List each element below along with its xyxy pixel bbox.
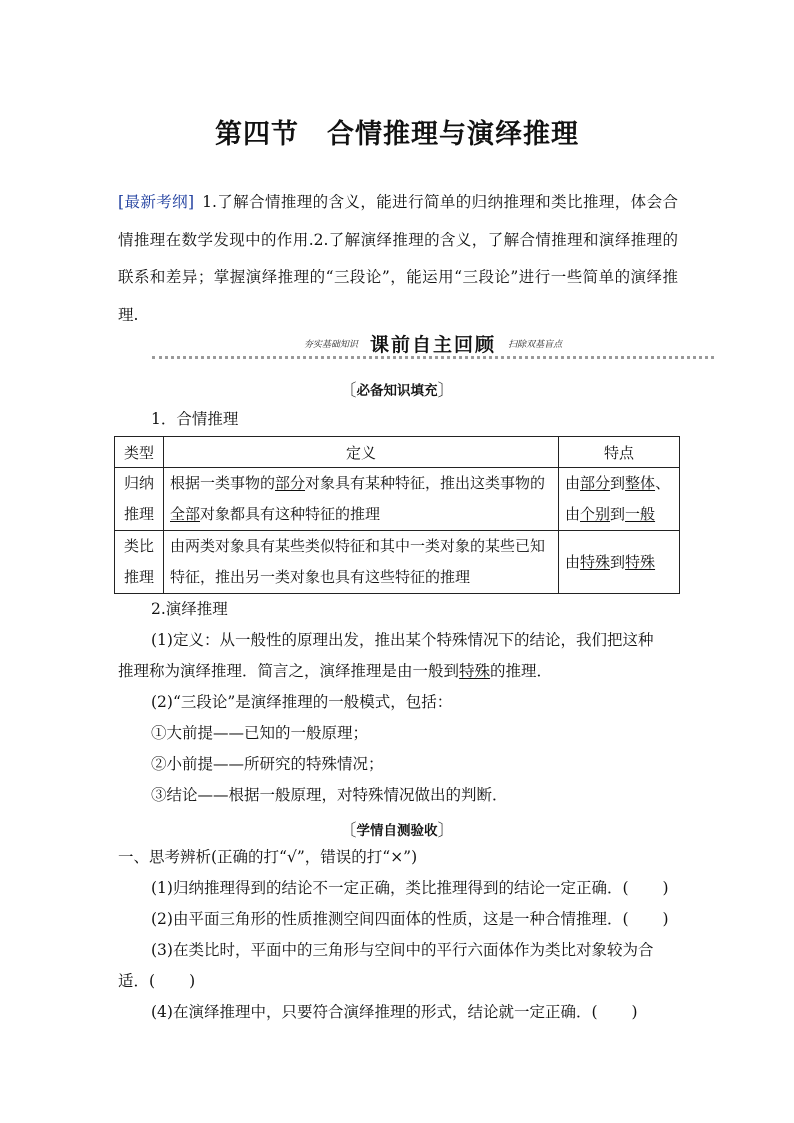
table-type-cell: 类比 推理 (115, 531, 164, 594)
yanyi-definition-line1: (1)定义：从一般性的原理出发，推出某个特殊情况下的结论，我们把这种 (151, 631, 654, 649)
page-title-topic: 合情推理与演绎推理 (327, 119, 579, 150)
heading-hequ: 1．合情推理 (151, 410, 239, 428)
syllabus-paragraph (118, 184, 678, 334)
quiz-item: (4)在演绎推理中，只要符合演绎推理的形式，结论就一定正确．( ) (151, 1003, 638, 1021)
table-type-cell: 归纳 推理 (115, 468, 164, 531)
yanyi-minor-premise: ②小前提——所研究的特殊情况； (151, 755, 384, 773)
yanyi-conclusion: ③结论——根据一般原理，对特殊情况做出的判断． (151, 786, 508, 804)
syllabus-text: 1.了解合情推理的含义，能进行简单的归纳推理和类比推理，体会合情推理在数学发现中的作用.2.了解演绎推理的含义，了解合情推理和演绎推理的联系和差异；掌握演绎推理的“三段论”，能运用“三段论”进行一些简单的演绎推理. (118, 193, 678, 324)
table-feature-cell: 由特殊到特殊 (559, 531, 680, 594)
banner-left-text: 夯实基础知识 (303, 340, 358, 350)
table-header-cell: 类型 (115, 437, 164, 468)
heading-yanyi: 2.演绎推理 (151, 600, 228, 618)
table-row (115, 531, 680, 594)
section-header-selftest: 〔学情自测验收〕 (339, 821, 455, 841)
yanyi-definition-line2: 推理称为演绎推理．简言之，演绎推理是由一般到特殊的推理． (118, 662, 553, 680)
banner-title: 课前自主回顾 (369, 334, 496, 356)
banner-right-text: 扫除双基盲点 (508, 340, 563, 350)
syllabus-tag: [最新考纲] (118, 193, 195, 211)
quiz-item: (1)归纳推理得到的结论不一定正确，类比推理得到的结论一定正确．( ) (151, 879, 669, 897)
quiz-heading: 一、思考辨析(正确的打“√”，错误的打“×”) (118, 848, 418, 866)
section-banner (152, 330, 714, 359)
table-header-cell: 定义 (164, 437, 559, 468)
table-definition-cell: 由两类对象具有某些类似特征和其中一类对象的某些已知特征，推出另一类对象也具有这些特征的推理 (164, 531, 559, 594)
reasoning-table (114, 436, 680, 594)
section-header-knowledge: 〔必备知识填充〕 (339, 381, 455, 401)
table-header-cell: 特点 (559, 437, 680, 468)
yanyi-syllogism-intro: (2)“三段论”是演绎推理的一般模式，包括： (151, 693, 453, 711)
quiz-item: (2)由平面三角形的性质推测空间四面体的性质，这是一种合情推理．( ) (151, 910, 669, 928)
quiz-item: (3)在类比时，平面中的三角形与空间中的平行六面体作为类比对象较为合 (151, 941, 654, 959)
section-header-label: 学情自测验收 (356, 823, 438, 839)
page-title (0, 112, 794, 151)
table-feature-cell: 由部分到整体、由个别到一般 (559, 468, 680, 531)
quiz-item-continued: 适．( ) (118, 972, 196, 990)
table-definition-cell: 根据一类事物的部分对象具有某种特征，推出这类事物的全部对象都具有这种特征的推理 (164, 468, 559, 531)
table-row (115, 468, 680, 531)
yanyi-major-premise: ①大前提——已知的一般原理； (151, 724, 369, 742)
page-title-section: 第四节 (215, 119, 299, 150)
section-header-label: 必备知识填充 (356, 383, 438, 399)
table-header-row (115, 437, 680, 468)
